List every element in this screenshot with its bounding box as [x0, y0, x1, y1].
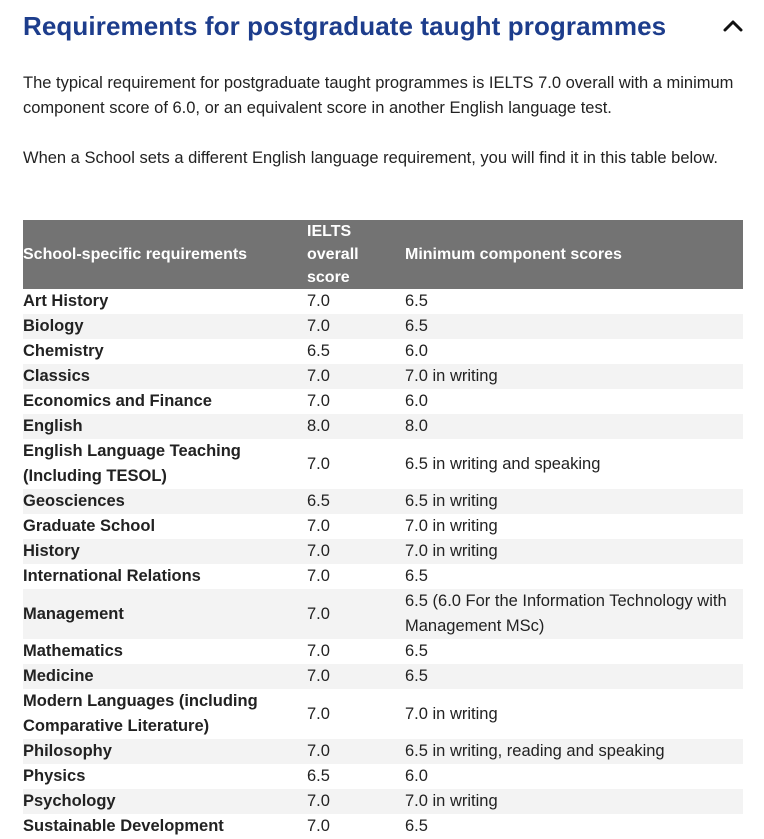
- table-row: [23, 539, 743, 564]
- cell-ielts-overall: 7.0: [307, 589, 405, 639]
- cell-ielts-overall: 6.5: [307, 767, 330, 785]
- chevron-up-icon[interactable]: [721, 14, 745, 38]
- cell-ielts-overall: 7.0: [307, 664, 405, 689]
- cell-minimum-component: 7.0 in writing: [405, 539, 743, 564]
- table-row: [23, 589, 743, 639]
- cell-ielts-overall: 7.0: [307, 789, 405, 814]
- table-row: [23, 289, 743, 314]
- cell-school: Medicine: [23, 664, 307, 689]
- cell-school: Psychology: [23, 789, 307, 814]
- column-header-ielts-overall: IELTS overall score: [307, 220, 405, 289]
- section-title: Requirements for postgraduate taught programmes: [23, 11, 667, 41]
- cell-ielts-overall: 7.0: [307, 817, 330, 835]
- cell-minimum-component: 6.0: [405, 342, 428, 360]
- intro-paragraph-typical: The typical requirement for postgraduate taught programmes is IELTS 7.0 overall with a minimum component score of 6.0, or an equivalent score in another English language test.: [23, 74, 734, 117]
- cell-school: Graduate School: [23, 517, 156, 535]
- cell-minimum-component: 6.5: [405, 567, 428, 585]
- table-row: [23, 739, 743, 764]
- table-row: [23, 814, 743, 839]
- cell-ielts-overall: 7.0: [307, 292, 330, 310]
- cell-school: Art History: [23, 292, 109, 310]
- cell-school: Economics and Finance: [23, 392, 212, 410]
- cell-ielts-overall: 7.0: [307, 454, 330, 473]
- cell-minimum-component: 7.0 in writing: [405, 704, 498, 723]
- column-header-school: School-specific requirements: [23, 220, 307, 289]
- cell-ielts-overall: 7.0: [307, 642, 330, 660]
- table-row: [23, 414, 743, 439]
- table-row: [23, 314, 743, 339]
- cell-minimum-component: 6.5: [405, 664, 743, 689]
- table-row: [23, 564, 743, 589]
- chevron-up-icon-graphic: [721, 14, 745, 38]
- cell-minimum-component: 6.5: [405, 642, 428, 660]
- cell-school: English: [23, 414, 307, 439]
- table-row: [23, 689, 743, 739]
- cell-school: Sustainable Development: [23, 817, 224, 835]
- cell-minimum-component: 6.5: [405, 314, 743, 339]
- cell-minimum-component: 6.5: [405, 817, 428, 835]
- cell-minimum-component: 6.5 in writing, reading and speaking: [405, 739, 743, 764]
- cell-school: Management: [23, 589, 307, 639]
- cell-minimum-component: 8.0: [405, 414, 743, 439]
- table-header: [23, 220, 743, 289]
- cell-ielts-overall: 7.0: [307, 539, 405, 564]
- cell-ielts-overall: 6.5: [307, 342, 330, 360]
- cell-school: International Relations: [23, 567, 201, 585]
- cell-school: English Language Teaching (Including TESOL): [23, 442, 241, 485]
- cell-school: Geosciences: [23, 489, 307, 514]
- cell-minimum-component: 7.0 in writing: [405, 517, 498, 535]
- cell-ielts-overall: 7.0: [307, 364, 405, 389]
- table-row: [23, 639, 743, 664]
- cell-school: Physics: [23, 767, 86, 785]
- table-row: [23, 339, 743, 364]
- cell-school: Mathematics: [23, 642, 123, 660]
- column-header-minimum-component: Minimum component scores: [405, 220, 743, 289]
- cell-school: Chemistry: [23, 342, 104, 360]
- table-row: [23, 389, 743, 414]
- cell-ielts-overall: 7.0: [307, 704, 330, 723]
- cell-minimum-component: 6.5 (6.0 For the Information Technology with Management MSc): [405, 589, 743, 639]
- table-row: [23, 664, 743, 689]
- table-row: [23, 514, 743, 539]
- cell-minimum-component: 6.0: [405, 767, 428, 785]
- cell-ielts-overall: 6.5: [307, 489, 405, 514]
- table-row: [23, 364, 743, 389]
- cell-school: Philosophy: [23, 739, 307, 764]
- cell-ielts-overall: 7.0: [307, 392, 330, 410]
- table-row: [23, 489, 743, 514]
- cell-ielts-overall: 7.0: [307, 567, 330, 585]
- table-row: [23, 789, 743, 814]
- cell-minimum-component: 6.5 in writing and speaking: [405, 454, 601, 473]
- cell-minimum-component: 6.5: [405, 292, 428, 310]
- cell-school: Modern Languages (including Comparative Literature): [23, 692, 258, 735]
- table-body: [23, 289, 743, 839]
- cell-minimum-component: 6.5 in writing: [405, 489, 743, 514]
- cell-ielts-overall: 7.0: [307, 314, 405, 339]
- cell-school: History: [23, 539, 307, 564]
- cell-minimum-component: 7.0 in writing: [405, 364, 743, 389]
- requirements-table: [23, 220, 743, 839]
- accordion-header[interactable]: [23, 8, 745, 48]
- cell-minimum-component: 6.0: [405, 392, 428, 410]
- cell-ielts-overall: 8.0: [307, 414, 405, 439]
- intro-paragraph-school: When a School sets a different English language requirement, you will find it in this table below.: [23, 149, 718, 167]
- table-header-row: [23, 220, 743, 289]
- table-row: [23, 764, 743, 789]
- cell-ielts-overall: 7.0: [307, 517, 330, 535]
- cell-school: Classics: [23, 364, 307, 389]
- cell-minimum-component: 7.0 in writing: [405, 789, 743, 814]
- cell-school: Biology: [23, 314, 307, 339]
- table-row: [23, 439, 743, 489]
- cell-ielts-overall: 7.0: [307, 739, 405, 764]
